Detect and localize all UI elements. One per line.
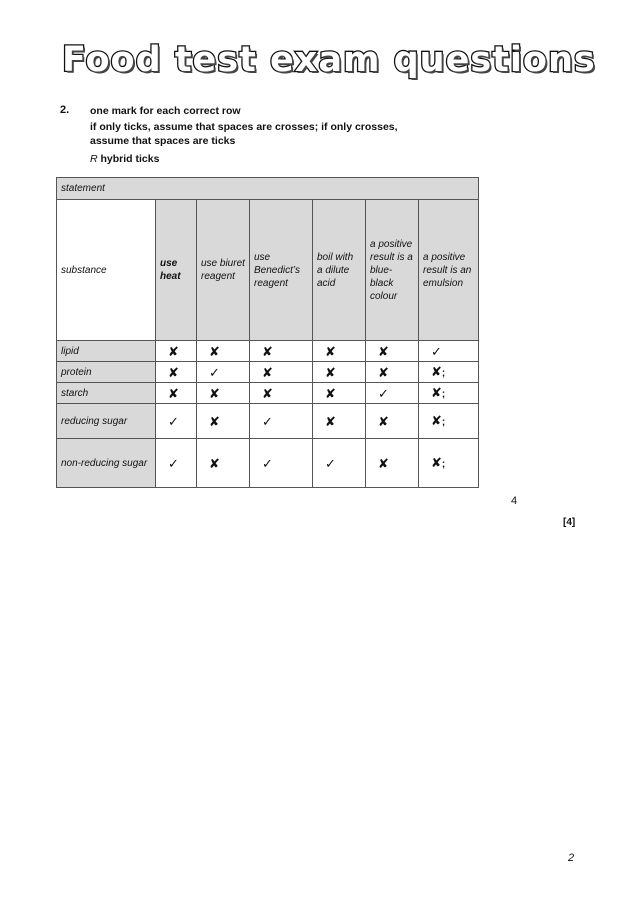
result-cell [156,404,197,439]
cross-icon: ✘ [168,343,179,359]
table-row [57,404,479,439]
cross-icon: ✘ [325,385,336,401]
result-cell [313,383,366,404]
result-cell [197,362,250,383]
statement-row [57,178,479,200]
reject-text: hybrid ticks [97,153,160,165]
result-cell [156,341,197,362]
result-cell [197,383,250,404]
result-cell [313,439,366,488]
result-cell [250,341,313,362]
cross-icon: ✘ [431,384,442,400]
result-cell [156,383,197,404]
cross-icon: ✘ [325,413,336,429]
cross-icon: ✘ [209,343,220,359]
table-row [57,362,479,383]
cross-icon: ✘ [209,413,220,429]
result-cell [156,439,197,488]
page-title: Food test exam questions [62,40,596,80]
cross-icon: ✘ [262,364,273,380]
cross-icon: ✘ [378,364,389,380]
cross-icon: ✘ [262,385,273,401]
result-cell [366,362,419,383]
reject-label: R [90,153,98,165]
result-cell [250,362,313,383]
reject-note [90,152,420,166]
cross-icon: ✘ [431,412,442,428]
header-boil-acid: boil with a dilute acid [313,200,366,341]
question-number: 2. [60,104,70,116]
total-count: 4 [511,495,518,507]
header-emulsion: a positive result is an emulsion [419,200,479,341]
tick-icon: ✓ [431,343,442,359]
cross-icon: ✘ [378,455,389,471]
cross-icon: ✘ [168,364,179,380]
mark-suffix: ; [441,416,446,428]
result-cell [156,362,197,383]
result-cell [250,439,313,488]
result-cell [419,439,479,488]
result-cell [419,383,479,404]
table-row [57,341,479,362]
mark-suffix: ; [441,458,446,470]
substance-cell: starch [57,383,156,404]
tick-icon: ✓ [262,455,273,471]
result-cell [250,404,313,439]
mark-suffix: ; [441,367,446,379]
cross-icon: ✘ [325,364,336,380]
tick-icon: ✓ [378,385,389,401]
cross-icon: ✘ [325,343,336,359]
mark-note: one mark for each correct row [90,105,241,117]
result-cell [197,439,250,488]
statement-label: statement [57,178,479,200]
header-blue-black: a positive result is a blue-black colour [366,200,419,341]
tick-icon: ✓ [168,413,179,429]
cross-icon: ✘ [378,413,389,429]
tick-icon: ✓ [209,364,220,380]
substance-cell: lipid [57,341,156,362]
marking-notes [90,104,420,168]
page-number: 2 [568,852,575,864]
cross-icon: ✘ [168,385,179,401]
substance-cell: non-reducing sugar [57,439,156,488]
result-cell [419,341,479,362]
marks-total: [4] [563,517,576,528]
result-cell [366,341,419,362]
tick-icon: ✓ [262,413,273,429]
result-cell [250,383,313,404]
cross-icon: ✘ [262,343,273,359]
header-heat: use heat [156,200,197,341]
mark-suffix: ; [441,388,446,400]
tick-icon: ✓ [168,455,179,471]
result-cell [197,404,250,439]
result-cell [313,341,366,362]
result-cell [313,404,366,439]
result-cell [313,362,366,383]
substance-header: substance [57,200,156,341]
cross-icon: ✘ [209,455,220,471]
result-cell [419,404,479,439]
cross-icon: ✘ [209,385,220,401]
table-row [57,439,479,488]
header-biuret: use biuret reagent [197,200,250,341]
result-cell [366,404,419,439]
cross-icon: ✘ [378,343,389,359]
food-test-table [56,177,479,488]
header-row [57,200,479,341]
result-cell [366,383,419,404]
result-cell [197,341,250,362]
cross-icon: ✘ [431,363,442,379]
substance-cell: protein [57,362,156,383]
instruction-note: if only ticks, assume that spaces are crosses; if only crosses, assume that spaces are ticks [90,121,398,147]
result-cell [366,439,419,488]
cross-icon: ✘ [431,454,442,470]
header-benedict: use Benedict’s reagent [250,200,313,341]
result-cell [419,362,479,383]
tick-icon: ✓ [325,455,336,471]
table-row [57,383,479,404]
substance-cell: reducing sugar [57,404,156,439]
